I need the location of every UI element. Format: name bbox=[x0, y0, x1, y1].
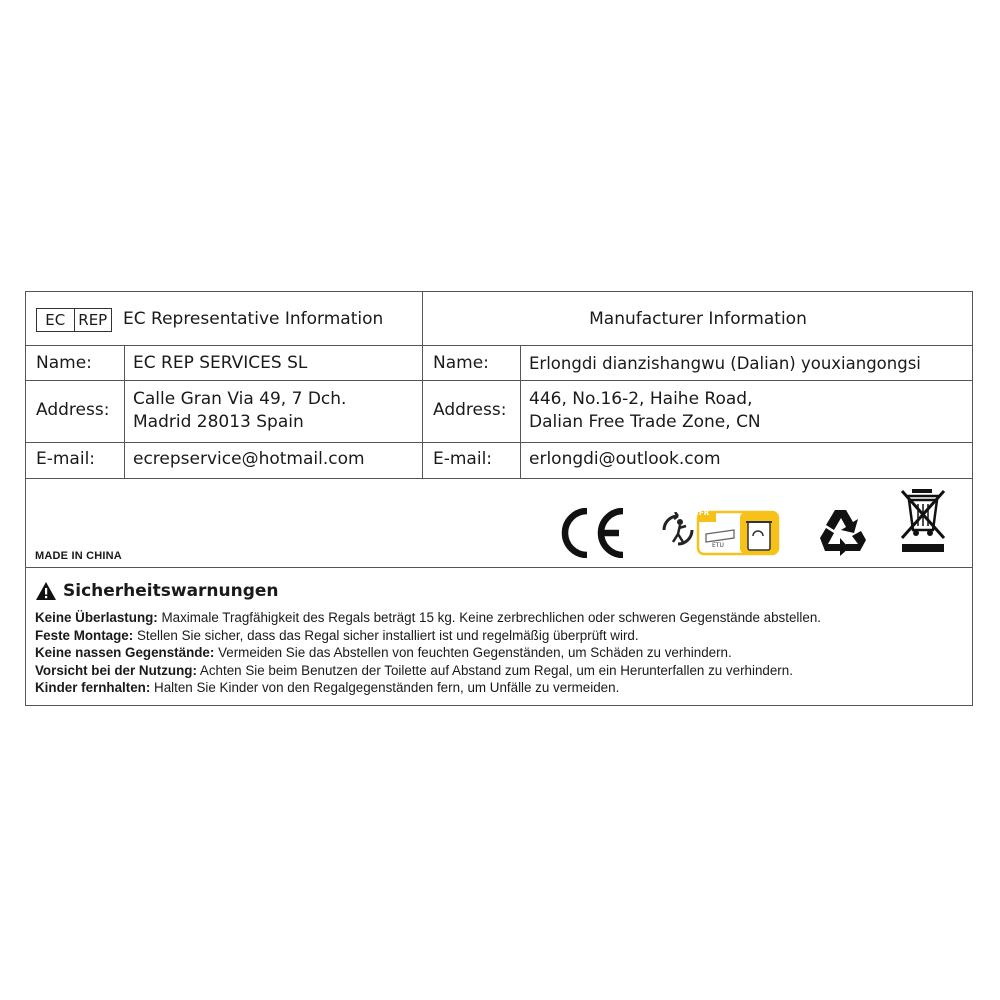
warning-icon bbox=[35, 581, 57, 601]
warning-text: Maximale Tragfähigkeit des Regals beträgt 15 kg. Keine zerbrechlichen oder schweren Gegenstände abstellen. bbox=[157, 610, 821, 625]
ec-rep-badge-right: REP bbox=[74, 309, 112, 331]
weee-bin-icon bbox=[898, 488, 948, 554]
warning-term: Vorsicht bei der Nutzung: bbox=[35, 662, 197, 678]
divider bbox=[520, 345, 521, 478]
safety-warning-item bbox=[35, 644, 821, 662]
safety-warning-list bbox=[35, 609, 821, 697]
info-bin-caption: ETU bbox=[712, 542, 724, 549]
safety-warning-item bbox=[35, 662, 821, 680]
warning-text: Stellen Sie sicher, dass das Regal sicher installiert ist und regelmäßig überprüft wird. bbox=[133, 627, 639, 643]
warning-text: Achten Sie beim Benutzen der Toilette auf Abstand zum Regal, um ein Herunterfallen zu verhindern. bbox=[196, 662, 793, 678]
ec-rep-address-line2: Madrid 28013 Spain bbox=[133, 412, 304, 432]
manufacturer-address-line2: Dalian Free Trade Zone, CN bbox=[529, 412, 761, 432]
manufacturer-email-value: erlongdi@outlook.com bbox=[529, 449, 721, 469]
ec-rep-badge-left: EC bbox=[45, 311, 66, 329]
safety-title bbox=[35, 581, 279, 601]
ec-rep-name-label: Name: bbox=[36, 353, 92, 373]
safety-warning-item bbox=[35, 679, 821, 697]
safety-warning-item bbox=[35, 609, 821, 627]
divider bbox=[26, 478, 972, 479]
ec-rep-email-value: ecrepservice@hotmail.com bbox=[133, 449, 365, 469]
divider bbox=[26, 380, 972, 381]
warning-text: Vermeiden Sie das Abstellen von feuchten Gegenständen, um Schäden zu verhindern. bbox=[214, 645, 732, 660]
ec-rep-address-label: Address: bbox=[36, 400, 110, 420]
ec-rep-address-line1: Calle Gran Via 49, 7 Dch. bbox=[133, 389, 347, 409]
safety-title-text: Sicherheitswarnungen bbox=[63, 581, 279, 601]
divider bbox=[26, 567, 972, 568]
ec-rep-badge bbox=[36, 308, 112, 332]
warning-term: Feste Montage: bbox=[35, 627, 134, 643]
warning-term: Kinder fernhalten: bbox=[35, 680, 151, 695]
manufacturer-name-value: Erlongdi dianzishangwu (Dalian) youxiangongsi bbox=[529, 354, 921, 373]
warning-term: Keine Überlastung: bbox=[35, 610, 158, 625]
manufacturer-email-label: E-mail: bbox=[433, 449, 493, 469]
warning-term: Keine nassen Gegenstände: bbox=[35, 645, 215, 660]
safety-warning-item bbox=[35, 627, 821, 645]
manufacturer-heading: Manufacturer Information bbox=[589, 309, 807, 329]
recycling-icon bbox=[816, 506, 868, 556]
made-in-label: MADE IN CHINA bbox=[35, 550, 122, 562]
ec-rep-email-label: E-mail: bbox=[36, 449, 96, 469]
ec-rep-name-value: EC REP SERVICES SL bbox=[133, 353, 308, 373]
ec-rep-heading: EC Representative Information bbox=[123, 309, 384, 329]
divider bbox=[124, 345, 125, 478]
info-fr-label: FR bbox=[699, 509, 710, 517]
warning-text: Halten Sie Kinder von den Regalgegenständen fern, um Unfälle zu vermeiden. bbox=[150, 680, 620, 695]
triman-icon bbox=[660, 512, 696, 548]
manufacturer-address-line1: 446, No.16-2, Haihe Road, bbox=[529, 389, 753, 409]
divider bbox=[26, 442, 972, 443]
manufacturer-name-label: Name: bbox=[433, 353, 489, 373]
ce-mark-icon bbox=[556, 508, 628, 558]
divider bbox=[26, 345, 972, 346]
product-label bbox=[25, 291, 973, 706]
manufacturer-address-label: Address: bbox=[433, 400, 507, 420]
